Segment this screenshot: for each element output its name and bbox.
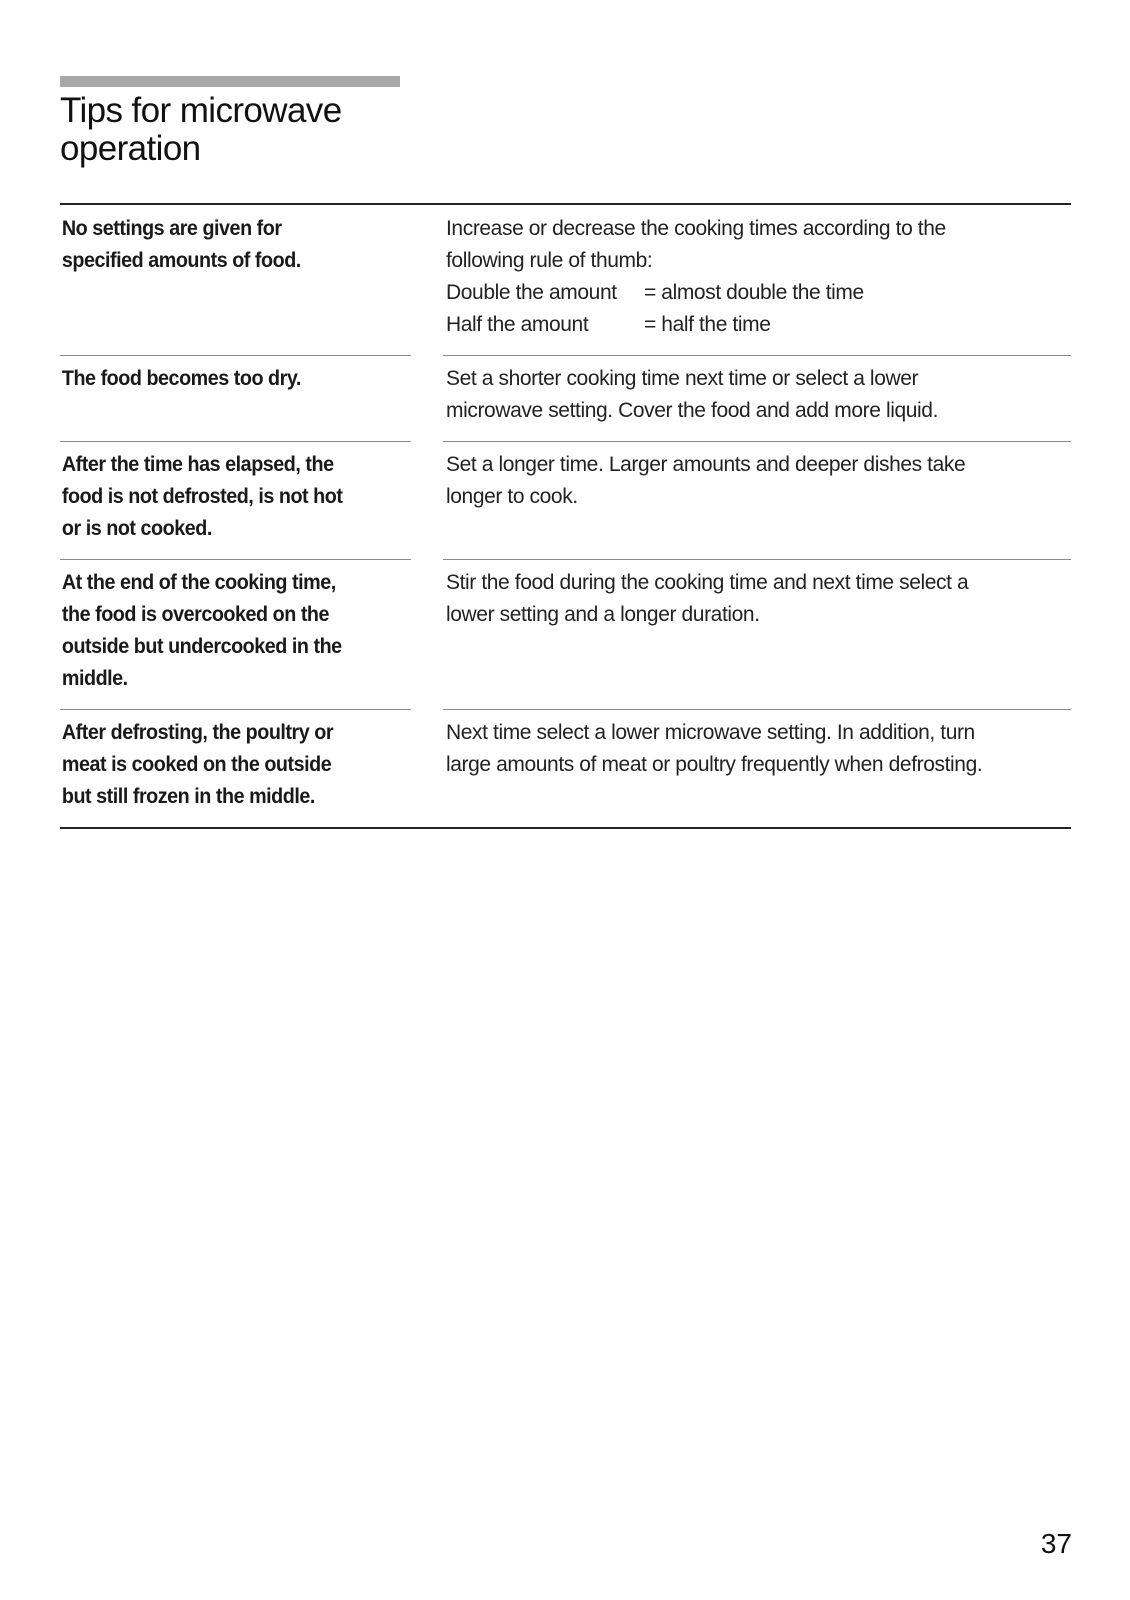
problem-cell (60, 205, 390, 355)
page-number: 37 (1040, 1528, 1072, 1559)
rule-time: = almost double the time (644, 281, 864, 304)
tip-row (60, 205, 1071, 355)
solution-text: Set a longer time. Larger amounts and deeper dishes take (446, 453, 966, 476)
rule-amount: Double the amount (446, 281, 617, 304)
problem-cell (60, 559, 390, 709)
tip-row (60, 441, 1071, 559)
problem-cell (60, 355, 390, 441)
solution-text: lower setting and a longer duration. (446, 603, 760, 626)
page-title (60, 92, 342, 168)
rule-amount: Half the amount (446, 313, 589, 336)
solution-cell (446, 709, 1071, 827)
problem-text: The food becomes too dry. (61, 367, 301, 390)
page-title-line-1: Tips for microwave (60, 91, 342, 130)
rule-time: = half the time (644, 313, 771, 336)
solution-cell (446, 205, 1071, 355)
problem-text: No settings are given for (61, 217, 282, 240)
solution-text: Stir the food during the cooking time and next time select a (446, 571, 969, 594)
problem-text: After the time has elapsed, the (61, 453, 334, 476)
problem-cell (60, 441, 390, 559)
tip-row (60, 559, 1071, 709)
problem-text: middle. (61, 667, 128, 690)
problem-text: At the end of the cooking time, (61, 571, 336, 594)
solution-cell (446, 355, 1071, 441)
solution-cell (446, 441, 1071, 559)
rule-of-thumb-table (446, 277, 1071, 341)
solution-text: Next time select a lower microwave setting. In addition, turn (446, 721, 975, 744)
solution-text: large amounts of meat or poultry frequently when defrosting. (446, 753, 983, 776)
problem-text: After defrosting, the poultry or (61, 721, 334, 744)
problem-text: the food is overcooked on the (61, 603, 330, 626)
solution-cell (446, 559, 1071, 709)
problem-text: or is not cooked. (61, 517, 212, 540)
problem-text: meat is cooked on the outside (61, 753, 332, 776)
solution-text: following rule of thumb: (446, 249, 653, 272)
problem-text: outside but undercooked in the (61, 635, 342, 658)
solution-text: microwave setting. Cover the food and add more liquid. (446, 399, 939, 422)
tips-table (60, 203, 1071, 829)
page-title-line-2: operation (60, 129, 201, 168)
solution-text: longer to cook. (446, 485, 578, 508)
problem-cell (60, 709, 390, 827)
problem-text: food is not defrosted, is not hot (61, 485, 343, 508)
tip-row (60, 355, 1071, 441)
section-header-bar (60, 76, 400, 87)
solution-text: Set a shorter cooking time next time or select a lower (446, 367, 919, 390)
solution-text: Increase or decrease the cooking times according to the (446, 217, 946, 240)
problem-text: specified amounts of food. (61, 249, 301, 272)
tip-row (60, 709, 1071, 827)
problem-text: but still frozen in the middle. (61, 785, 315, 808)
